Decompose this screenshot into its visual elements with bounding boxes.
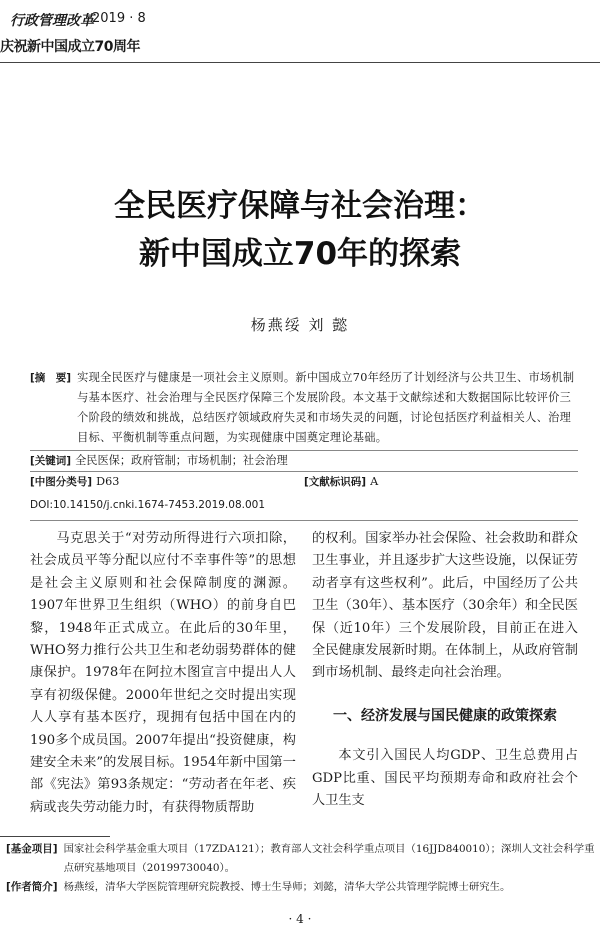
author-bio-label: [作者简介]: [6, 881, 58, 893]
clc-label: [中图分类号]: [30, 476, 93, 488]
header-divider: [0, 62, 600, 63]
clc-value: D63: [96, 475, 120, 488]
footnote-fund: [6, 840, 596, 878]
body-paragraph: 马克思关于“对劳动所得进行六项扣除，社会成员平等分配以应付不幸事件等”的思想是社会主义原则和社会保障制度的渊源。1907年世界卫生组织（WHO）的前身自巴黎，1948年正式成立。在此后的30年里，WHO努力推行公共卫生和老幼弱势群体的健康保护。1978年在阿拉木图宣言中提出人人享有初级保健。2000年世纪之交时提出实现人人享有基本医疗，现拥有包括中国在内的190多个成员国。2007年提出“投资健康，构建安全未来”的发展目标。1954年新中国第一部《宪法》第93条规定：“劳动者在年老、疾病或丧失劳动能力时，有获得物质帮助: [30, 531, 296, 815]
footnotes: [6, 840, 596, 897]
article-title-line1: 全民医疗保障与社会治理：: [114, 188, 486, 224]
page-number: · 4 ·: [288, 912, 312, 926]
footnote-author: [6, 878, 596, 897]
keywords-text: 全民医保；政府管制；市场机制；社会治理: [75, 454, 288, 467]
article-metadata: [30, 368, 578, 515]
classification-row: [30, 471, 578, 492]
abstract-label: [摘 要]: [30, 372, 72, 384]
running-header: [0, 10, 600, 54]
author-bio-text: 杨燕绥，清华大学医院管理研究院教授、博士生导师；刘懿，清华大学公共管理学院博士研究生。: [63, 881, 511, 893]
doi: DOI:10.14150/j.cnki.1674-7453.2019.08.001: [30, 499, 266, 511]
doc-code-label: [文献标识码]: [304, 476, 367, 488]
body-column-right: [312, 528, 578, 812]
fund-text: 国家社会科学基金重大项目（17ZDA121）；教育部人文社会科学重点项目（16JJD840010）；深圳人文社会科学重点研究基地项目（20199730040）。: [63, 843, 595, 874]
footnote-divider: [0, 836, 110, 837]
abstract-block: [30, 368, 578, 448]
body-paragraph-continuation: 的权利。国家举办社会保险、社会救助和群众卫生事业，并且逐步扩大这些设施，以保证劳动者享有这些权利”。此后，中国经历了公共卫生（30年）、基本医疗（30余年）和全民医保（近10年）三个发展阶段，目前正在进入全民健康发展新时期。在体制上，从政府管制到市场机制、最终走向社会治理。: [312, 531, 578, 681]
body-paragraph: 本文引入国民人均GDP、卫生总费用占GDP比重、国民平均预期寿命和政府社会个人卫生支: [312, 748, 578, 809]
issue-number: 2019 · 8: [92, 11, 146, 26]
clc-cell: [30, 472, 304, 492]
metadata-divider: [30, 520, 578, 521]
article-authors: 杨燕绥 刘 懿: [250, 316, 350, 334]
abstract-text: 实现全民医疗与健康是一项社会主义原则。新中国成立70年经历了计划经济与公共卫生、市场机制与基本医疗、社会治理与全民医疗保障三个发展阶段。本文基于文献综述和大数据国际比较评价三个阶段的绩效和挑战，总结医疗领域政府失灵和市场失灵的问题，讨论包括医疗利益相关人、治理目标、平衡机制等重点问题，为实现健康中国奠定理论基础。: [77, 371, 575, 444]
keywords-row: [30, 450, 578, 471]
fund-label: [基金项目]: [6, 843, 58, 855]
doc-code-value: A: [370, 475, 379, 488]
keywords-label: [关键词]: [30, 455, 72, 467]
doc-code-cell: [304, 472, 578, 492]
body-column-left: [30, 528, 296, 819]
column-title: 庆祝新中国成立70周年: [0, 39, 140, 55]
article-title-line2: 新中国成立70年的探索: [138, 236, 462, 272]
journal-name: 行政管理改革: [10, 13, 94, 29]
section-heading: 一、经济发展与国民健康的政策探索: [333, 707, 557, 724]
